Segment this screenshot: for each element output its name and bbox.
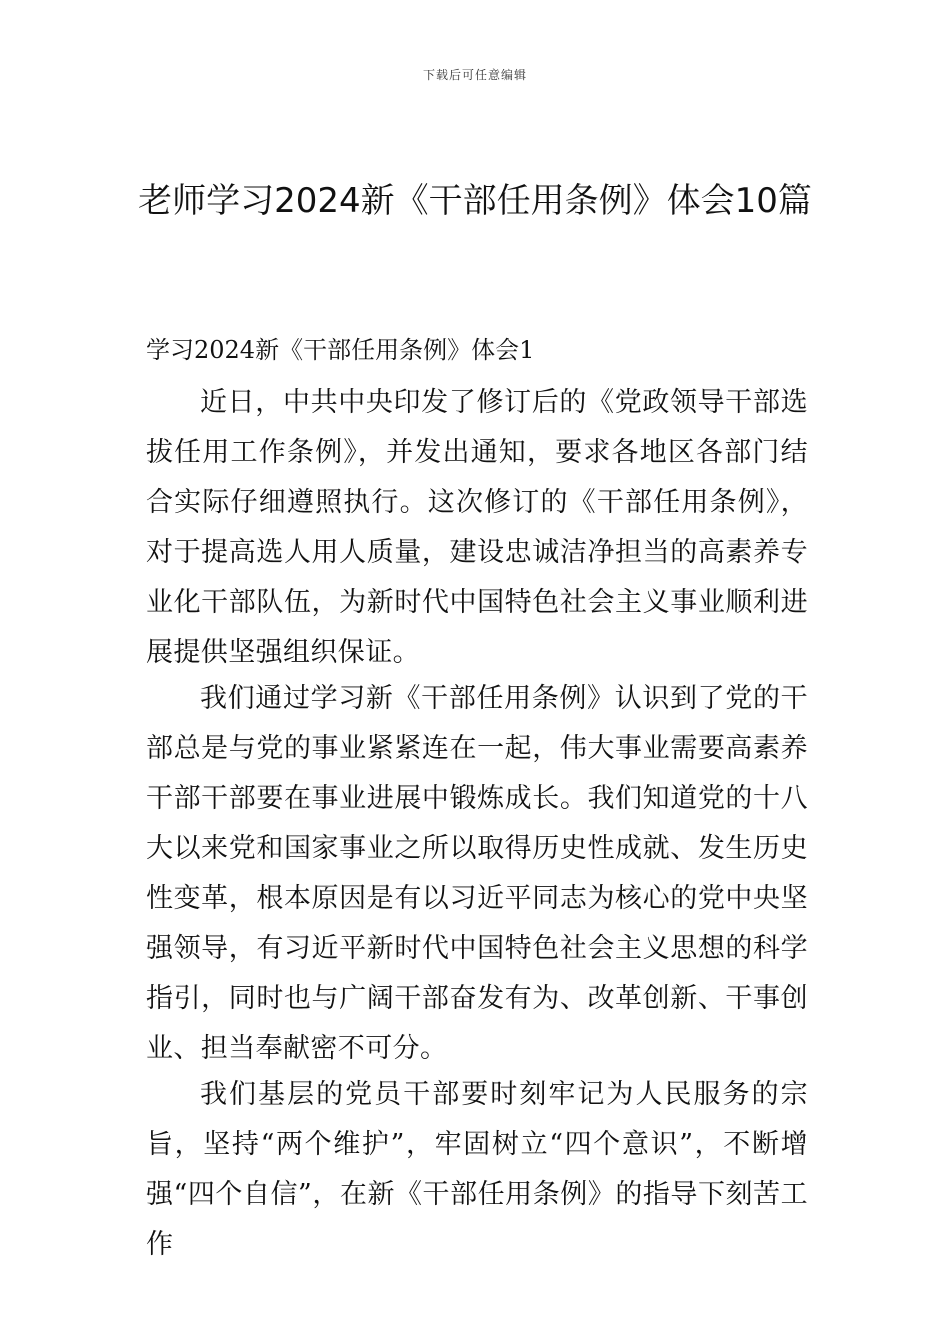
body-paragraph-1: 近日，中共中央印发了修订后的《党政领导干部选拔任用工作条例》，并发出通知，要求各地区各部门结合实际仔细遵照执行。这次修订的《干部任用条例》，对于提高选人用人质量，建设忠诚洁净担当的高素养专业化干部队伍，为新时代中国特色社会主义事业顺利进展提供坚强组织保证。 — [146, 387, 808, 668]
body-paragraph-3: 我们基层的党员干部要时刻牢记为人民服务的宗旨，坚持“两个维护”，牢固树立“四个意识”，不断增强“四个自信”，在新《干部任用条例》的指导下刻苦工作 — [146, 1079, 808, 1260]
header-note: 下载后可任意编辑 — [422, 68, 527, 82]
section-heading: 学习2024新《干部任用条例》体会1 — [146, 336, 535, 364]
document-title: 老师学习2024新《干部任用条例》体会10篇 — [138, 181, 812, 221]
body-paragraph-2: 我们通过学习新《干部任用条例》认识到了党的干部总是与党的事业紧紧连在一起，伟大事业需要高素养干部干部要在事业进展中锻炼成长。我们知道党的十八大以来党和国家事业之所以取得历史性成就、发生历史性变革，根本原因是有以习近平同志为核心的党中央坚强领导，有习近平新时代中国特色社会主义思想的科学指引，同时也与广阔干部奋发有为、改革创新、干事创业、担当奉献密不可分。 — [146, 683, 808, 1064]
